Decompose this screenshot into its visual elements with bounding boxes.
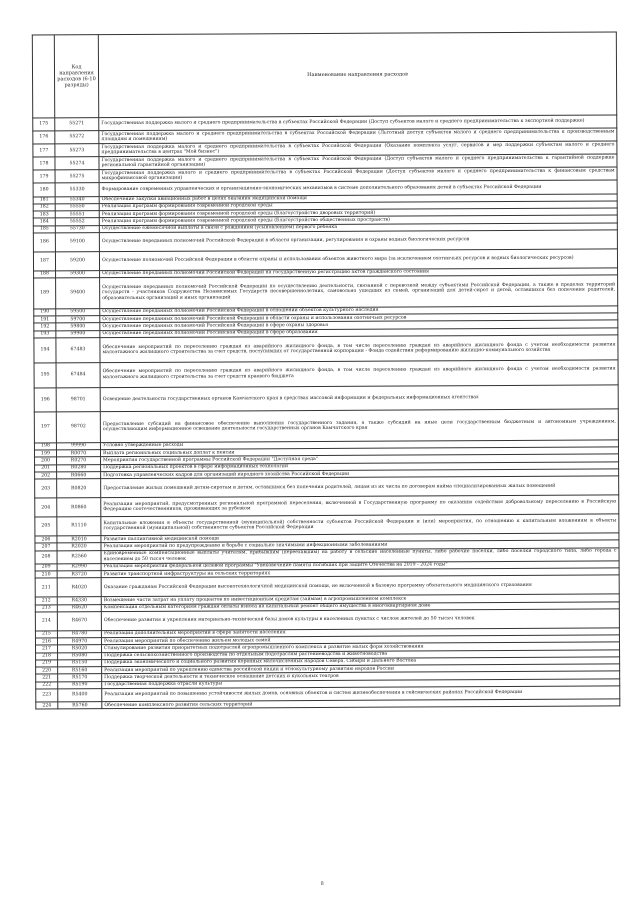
header-name-cell: Наименование направления расходов xyxy=(98,32,616,118)
row-name-cell: Поддержка экономического и социального развития коренных малочисленных народов Севера, Сибири и Дальнего Востока xyxy=(102,657,620,667)
row-code-cell: R5400 xyxy=(58,689,102,702)
row-number-cell: 223 xyxy=(36,689,58,702)
row-name-cell: Обеспечение закупки авиационных работ в целях оказания медицинской помощи xyxy=(99,194,617,204)
row-name-cell: Единовременные компенсационные выплаты учителям, прибывшим (переехавшим) на работу в сельские населенные пункты, либо рабочие поселки, либо поселки городского типа, либо города с населением до 50 тысяч человек xyxy=(101,548,619,564)
table-header-row xyxy=(32,32,616,118)
row-number-cell: 204 xyxy=(35,498,57,517)
row-code-cell: 59300 xyxy=(56,270,100,278)
row-code-cell: R0280 xyxy=(57,464,101,472)
row-number-cell: 201 xyxy=(35,465,57,472)
row-name-cell: Поддержка региональных проектов в сфере информационных технологий xyxy=(101,462,619,472)
row-name-cell: Оказание гражданам Российской Федерации высокотехнологичной медицинской помощи, не включенной в базовую программу обязательного медицинского страхования xyxy=(101,575,619,597)
row-name-cell: Подготовка управленческих кадров для организаций народного хозяйства Российской Федерации xyxy=(101,469,619,479)
row-code-cell: 59100 xyxy=(55,233,99,252)
row-number-cell: 220 xyxy=(36,667,58,674)
row-code-cell: R0860 xyxy=(57,498,101,517)
row-name-cell: Формирование современных управленческих и организационно-экономических механизмов в системе дополнительного образования детей в субъектах Российской Федерации xyxy=(99,180,617,196)
row-code-cell: 59200 xyxy=(55,252,99,271)
row-number-cell: 211 xyxy=(35,578,57,597)
row-number-cell: 216 xyxy=(35,638,57,645)
row-number-cell: 188 xyxy=(34,271,56,278)
budget-codes-table xyxy=(32,31,621,710)
row-code-cell: 59400 xyxy=(56,278,100,309)
row-code-cell: 98702 xyxy=(56,412,100,443)
row-number-cell: 217 xyxy=(36,645,58,652)
table-row xyxy=(34,409,618,443)
row-number-cell: 198 xyxy=(34,443,56,450)
row-code-cell: R5020 xyxy=(58,645,102,653)
row-code-cell: R5190 xyxy=(58,681,102,689)
row-code-cell: 55330 xyxy=(55,183,99,196)
row-number-cell: 222 xyxy=(36,682,58,689)
row-code-cell: R2990 xyxy=(57,563,101,571)
row-number-cell: 177 xyxy=(33,144,55,157)
row-code-cell: R2560 xyxy=(57,550,101,563)
table-row xyxy=(34,360,618,388)
row-code-cell: 55730 xyxy=(55,225,99,233)
row-number-cell: 209 xyxy=(35,564,57,571)
row-number-cell: 175 xyxy=(33,118,55,131)
row-number-cell: 219 xyxy=(36,660,58,667)
row-name-cell: Предоставление субсидий на финансовое обеспечение выполнения государственного задания, а также субсидий на иные цели государственным бюджетным и автономным учреждениям, осуществляющим информационное освещение деятельности государственных органов Камчатского края xyxy=(100,409,618,442)
row-number-cell: 183 xyxy=(33,211,55,218)
row-number-cell: 206 xyxy=(35,536,57,543)
table-body xyxy=(33,115,620,710)
row-name-cell: Осуществление переданных полномочий Российской Федерации по осуществлению деятельности, связанной с перевозкой между субъектами Российской Федерации, а также в пределах территорий государств - участников Содружества Независимых Государств несовершеннолетних, самовольно ушедших из семей, организаций для детей-сирот и детей, оставшихся без попечения родителей, образовательных организаций и иных организаций xyxy=(100,275,618,308)
row-code-cell: R5160 xyxy=(58,667,102,675)
row-name-cell: Предоставление жилых помещений детям-сиротам и детям, оставшимся без попечения родителей, лицам из их числа по договорам найма специализированных жилых помещений xyxy=(101,476,619,498)
row-name-cell: Обеспечение развития и укрепления материально-технической базы домов культуры в населенных пунктах с числом жителей до 50 тысяч человек xyxy=(101,609,619,631)
row-code-cell: 55273 xyxy=(55,144,99,157)
row-number-cell: 215 xyxy=(35,631,57,638)
row-name-cell: Осуществление переданных полномочий Российской Федерации в области организации, регулирования и охраны водных биологических ресурсов xyxy=(99,230,617,252)
row-code-cell: 59700 xyxy=(56,316,100,324)
row-code-cell: R4020 xyxy=(57,578,101,597)
row-name-cell: Государственная поддержка малого и среднего предпринимательства в субъектах Российской Федерации (Доступ субъектов малого и среднего предпринимательства к финансовым средствам микрофинансовой организации) xyxy=(99,167,617,183)
row-number-cell: 182 xyxy=(33,204,55,211)
row-number-cell: 205 xyxy=(35,517,57,536)
row-code-cell: R3720 xyxy=(57,571,101,579)
row-number-cell: 176 xyxy=(33,131,55,144)
row-number-cell: 197 xyxy=(34,412,56,443)
row-name-cell: Реализация дополнительных мероприятий в сфере занятости населения xyxy=(101,628,619,638)
row-number-cell: 214 xyxy=(35,612,57,631)
row-name-cell: Реализация мероприятий по укреплению единства российской нации и этнокультурному развитию народов России xyxy=(102,664,620,674)
row-code-cell: 55271 xyxy=(55,118,99,131)
row-code-cell: R4670 xyxy=(57,611,101,630)
row-number-cell: 190 xyxy=(34,309,56,316)
row-name-cell: Возмещение части затрат на уплату процентов по инвестиционным кредитам (займам) в агропромышленном комплексе xyxy=(101,594,619,604)
row-code-cell: 55552 xyxy=(55,218,99,226)
row-name-cell: Реализация программ формирования современной городской среды xyxy=(99,201,617,211)
row-name-cell: Осуществление переданных полномочий Российской Федерации на государственную регистрацию актов гражданского состояния xyxy=(100,268,618,278)
row-code-cell: R2020 xyxy=(57,543,101,551)
row-code-cell: R2010 xyxy=(57,536,101,544)
row-number-cell: 192 xyxy=(34,323,56,330)
row-code-cell: 99990 xyxy=(56,443,100,451)
row-name-cell: Условно утвержденные расходы xyxy=(100,440,618,450)
row-name-cell: Осуществление переданных полномочий Российской Федерации в сфере охраны здоровья xyxy=(100,320,618,330)
row-number-cell: 212 xyxy=(35,597,57,604)
row-name-cell: Осуществление полномочий Российской Федерации в области охраны и использования объектов животного мира (за исключением охотничьих ресурсов и водных биологических ресурсов) xyxy=(99,249,617,271)
row-name-cell: Выплата региональных социальных доплат к пенсии xyxy=(100,447,618,457)
row-name-cell: Обеспечение мероприятий по переселению граждан из аварийного жилищного фонда, в том числе переселению граждан из аварийного жилищного фонда с учетом необходимости развития малоэтажного жилищного строительства за счет средств краевого бюджета xyxy=(100,360,618,388)
row-code-cell: R1110 xyxy=(57,517,101,536)
row-number-cell: 185 xyxy=(33,226,55,233)
row-name-cell: Осуществление ежемесячной выплаты в связи с рождением (усыновлением) первого ребенка xyxy=(99,223,617,233)
row-number-cell: 180 xyxy=(33,183,55,196)
row-code-cell: R4330 xyxy=(57,597,101,605)
row-number-cell: 194 xyxy=(34,338,56,363)
row-name-cell: Государственная поддержка малого и среднего предпринимательства в субъектах Российской Федерации (Доступ субъектов малого и среднего предпринимательства к экспортной поддержке) xyxy=(99,115,617,131)
row-number-cell: 213 xyxy=(35,604,57,611)
table-row xyxy=(34,275,618,309)
row-number-cell: 187 xyxy=(33,252,55,271)
row-code-cell: R0660 xyxy=(57,472,101,480)
row-name-cell: Осуществление переданных полномочий Российской Федерации в отношении объектов культурного наследия xyxy=(100,306,618,316)
row-code-cell: R0820 xyxy=(57,479,101,498)
row-number-cell: 218 xyxy=(36,652,58,659)
row-name-cell: Осуществление переданных полномочий Российской Федерации в сфере образования xyxy=(100,328,618,338)
row-code-cell: R4970 xyxy=(57,638,101,646)
row-name-cell: Реализация мероприятий, предусмотренных региональной программой переселения, включенной в Государственную программу по оказанию содействия добровольному переселению в Российскую Федерацию соотечественников, проживающих за рубежом xyxy=(101,495,619,517)
row-name-cell: Реализация мероприятий федеральной целевой программы "Увековечение памяти погибших при защите Отечества на 2019 - 2024 годы" xyxy=(101,561,619,571)
row-code-cell: R5760 xyxy=(58,702,102,710)
row-number-cell: 196 xyxy=(34,387,56,412)
row-number-cell: 186 xyxy=(33,233,55,252)
row-code-cell: 98701 xyxy=(56,387,100,412)
row-code-cell: R0070 xyxy=(56,450,100,458)
row-name-cell: Обеспечение комплексного развития сельских территорий xyxy=(102,699,620,709)
row-number-cell: 221 xyxy=(36,674,58,681)
row-number-cell: 193 xyxy=(34,330,56,337)
row-number-cell: 207 xyxy=(35,543,57,550)
row-code-cell: 59800 xyxy=(56,323,100,331)
row-number-cell: 181 xyxy=(33,196,55,203)
row-name-cell: Государственная поддержка отрасли культуры xyxy=(102,679,620,689)
row-name-cell: Осуществление переданных полномочий Российской Федерации в области охраны и использования охотничьих ресурсов xyxy=(100,313,618,323)
row-code-cell: 55340 xyxy=(55,196,99,204)
row-number-cell: 210 xyxy=(35,571,57,578)
row-code-cell: R5170 xyxy=(58,674,102,682)
row-code-cell: 55551 xyxy=(55,211,99,219)
row-name-cell: Реализация программ формирования современной городской среды (Благоустройство дворовых территорий) xyxy=(99,208,617,218)
row-number-cell: 208 xyxy=(35,551,57,564)
row-number-cell: 191 xyxy=(34,316,56,323)
row-code-cell: R0270 xyxy=(57,457,101,465)
row-number-cell: 202 xyxy=(35,472,57,479)
page-number: 8 xyxy=(320,880,324,888)
row-name-cell: Обеспечение мероприятий по переселению граждан из аварийного жилищного фонда, в том числе переселению граждан из аварийного жилищного фонда с учетом необходимости развития малоэтажного жилищного строительства за счет средств, поступивших от государственной корпорации - Фонда содействия реформированию жилищно-коммунального хозяйства xyxy=(100,335,618,363)
row-name-cell: Мероприятия государственной программы Российской Федерации "Доступная среда" xyxy=(101,454,619,464)
row-name-cell: Государственная поддержка малого и среднего предпринимательства в субъектах Российской Федерации (Оказание комплекса услуг, сервисов и мер поддержки субъектам малого и среднего предпринимательства в центрах "Мой бизнес") xyxy=(99,141,617,157)
row-number-cell: 200 xyxy=(35,457,57,464)
row-code-cell: R4620 xyxy=(57,604,101,612)
row-name-cell: Государственная поддержка малого и среднего предпринимательства в субъектах Российской Федерации (Льготный доступ субъектов малого и среднего предпринимательства к производственным площадям и помещениям) xyxy=(99,128,617,144)
row-name-cell: Поддержка творческой деятельности и техническое оснащение детских и кукольных театров xyxy=(102,671,620,681)
row-number-cell: 178 xyxy=(33,157,55,170)
row-name-cell: Развитие транспортной инфраструктуры на сельских территориях xyxy=(101,568,619,578)
row-number-cell: 189 xyxy=(34,278,56,309)
table-row xyxy=(34,384,618,412)
row-code-cell: R5150 xyxy=(58,660,102,668)
row-name-cell: Государственная поддержка малого и среднего предпринимательства в субъектах Российской Федерации (Доступ субъектов малого и среднего предпринимательства к гарантийной поддержке региональной гарантийной организации) xyxy=(99,154,617,170)
row-code-cell: 55550 xyxy=(55,204,99,212)
row-name-cell: Реализация мероприятий по обеспечению жильем молодых семей xyxy=(101,635,619,645)
row-name-cell: Поддержка сельскохозяйственного производства по отдельным подотраслям растениеводства и животноводства xyxy=(102,650,620,660)
row-number-cell: 224 xyxy=(36,702,58,709)
row-number-cell: 184 xyxy=(33,218,55,225)
row-name-cell: Развитие паллиативной медицинской помощи xyxy=(101,533,619,543)
row-number-cell: 199 xyxy=(34,450,56,457)
row-code-cell: R4780 xyxy=(57,630,101,638)
table-row xyxy=(34,335,618,363)
row-name-cell: Компенсация отдельным категориям граждан оплаты взноса на капитальный ремонт общего имущества в многоквартирном доме xyxy=(101,601,619,611)
row-number-cell: 203 xyxy=(35,479,57,498)
row-number-cell: 179 xyxy=(33,170,55,183)
row-name-cell: Реализация программ формирования современной городской среды (Благоустройство общественных пространств) xyxy=(99,215,617,225)
row-code-cell: 55272 xyxy=(55,131,99,144)
row-name-cell: Капитальные вложения в объекты государственной (муниципальной) собственности субъектов Российской Федерации и (или) мероприятия, по отношению к капитальным вложениям в объекты государственной (муниципальной) собственности субъектов Российской Федерации xyxy=(101,514,619,536)
row-number-cell: 195 xyxy=(34,363,56,388)
row-name-cell: Реализация мероприятий по повышению устойчивости жилых домов, основных объектов и систем жизнеобеспечения в сейсмических районах Российской Федерации xyxy=(102,686,620,702)
row-name-cell: Реализация мероприятий по предупреждению и борьбе с социально значимыми инфекционными заболеваниями xyxy=(101,540,619,550)
row-code-cell: 67483 xyxy=(56,338,100,363)
row-code-cell: 55275 xyxy=(55,170,99,183)
row-code-cell: 67484 xyxy=(56,362,100,387)
row-code-cell: R5080 xyxy=(58,652,102,660)
header-code-cell: Код направления расходов (6-10 разряды) xyxy=(54,35,98,118)
row-code-cell: 59500 xyxy=(56,308,100,316)
header-index-cell xyxy=(32,35,54,118)
row-name-cell: Освещение деятельности государственных органов Камчатского края в средствах массовой информации и федеральных информационных агентствах xyxy=(100,384,618,412)
row-name-cell: Стимулирование развития приоритетных подотраслей агропромышленного комплекса и развитие малых форм хозяйствования xyxy=(102,642,620,652)
row-code-cell: 59900 xyxy=(56,330,100,338)
row-code-cell: 55274 xyxy=(55,157,99,170)
